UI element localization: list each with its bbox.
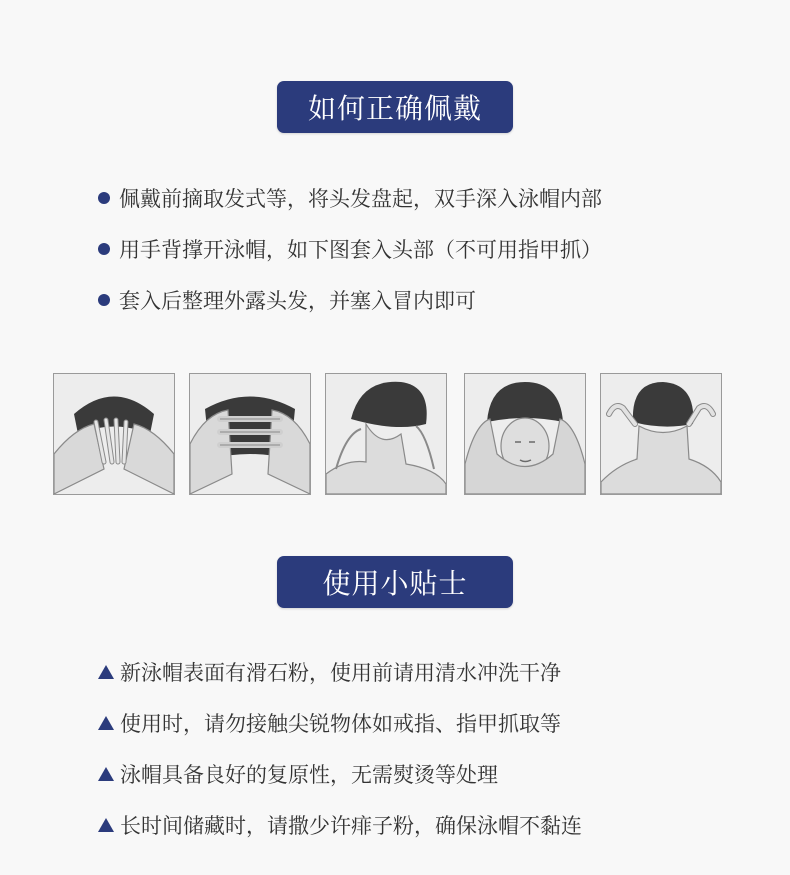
list-item [98,172,602,223]
cap-on-head-back-view-illustration [325,373,447,495]
bullet-dot-icon [98,294,110,306]
triangle-bullet-icon [98,716,114,730]
triangle-bullet-icon [98,665,114,679]
tips-section-title: 使用小贴士 [277,556,513,608]
usage-tips-list [98,646,582,850]
adjusting-cap-back-view-illustration [600,373,722,495]
list-item [98,646,582,697]
wearing-steps-illustrations [53,373,723,495]
triangle-bullet-icon [98,818,114,832]
list-item-text: 套入后整理外露头发，并塞入冒内即可 [119,288,476,313]
wear-instructions-list [98,172,602,325]
list-item [98,274,602,325]
hands-opening-cap-illustration [189,373,311,495]
list-item-text: 使用时，请勿接触尖锐物体如戒指、指甲抓取等 [120,711,561,736]
list-item-text: 长时间储藏时，请撒少许痱子粉，确保泳帽不黏连 [120,813,582,838]
list-item [98,799,582,850]
list-item-text: 新泳帽表面有滑石粉，使用前请用清水冲洗干净 [120,660,561,685]
bullet-dot-icon [98,243,110,255]
list-item [98,223,602,274]
hands-stretching-cap-illustration [53,373,175,495]
man-pulling-cap-front-view-illustration [464,373,586,495]
list-item-text: 佩戴前摘取发式等，将头发盘起，双手深入泳帽内部 [119,186,602,211]
triangle-bullet-icon [98,767,114,781]
list-item [98,697,582,748]
list-item-text: 泳帽具备良好的复原性，无需熨烫等处理 [120,762,498,787]
wear-section-title: 如何正确佩戴 [277,81,513,133]
list-item [98,748,582,799]
list-item-text: 用手背撑开泳帽，如下图套入头部（不可用指甲抓） [119,237,602,262]
bullet-dot-icon [98,192,110,204]
